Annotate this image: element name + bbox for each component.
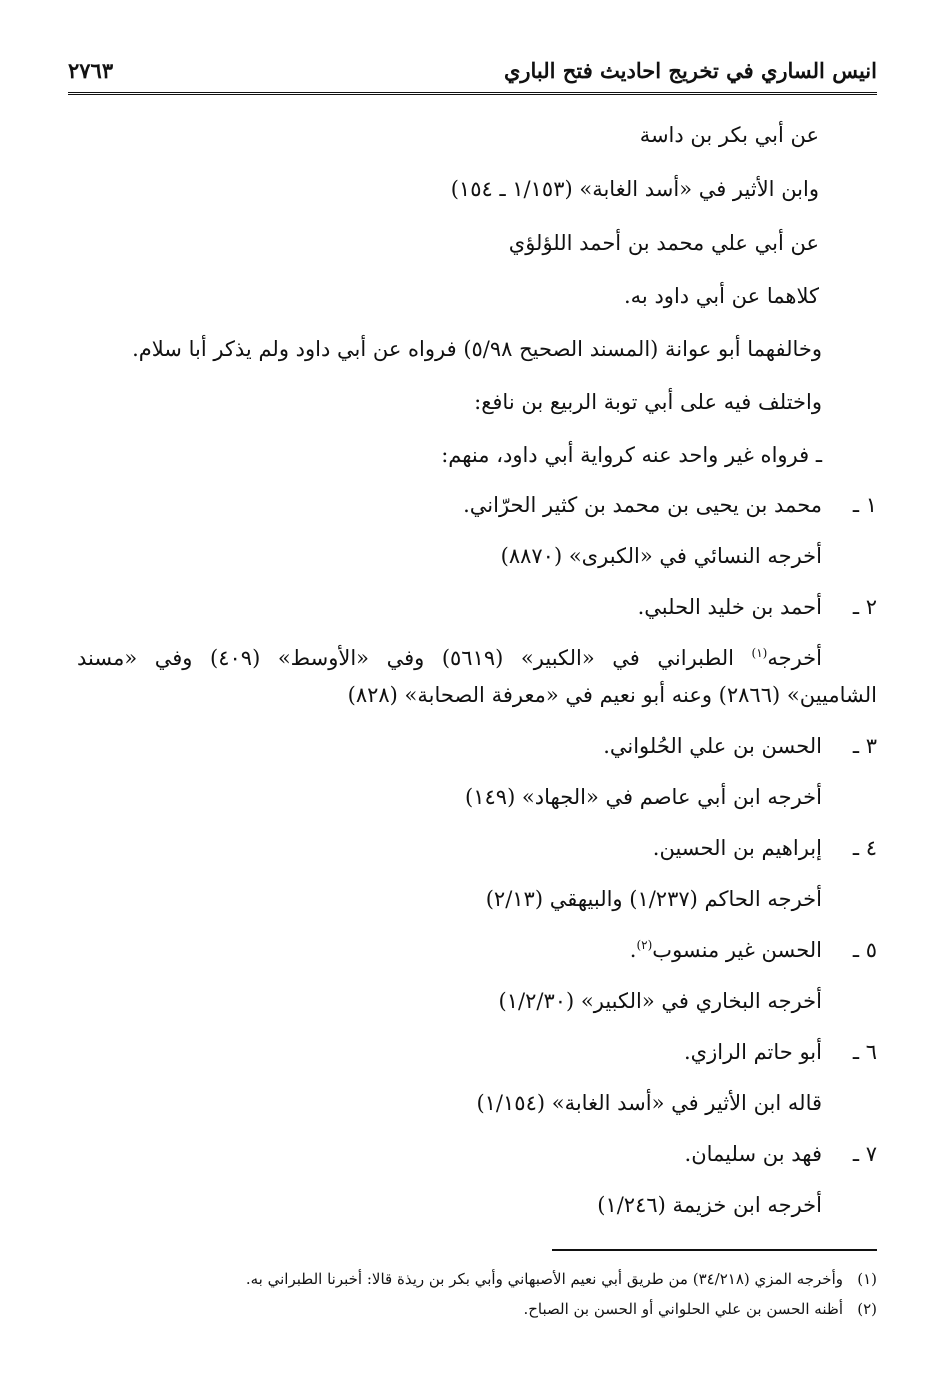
- narrator-name: محمد بن يحيى بن محمد بن كثير الحرّاني.: [463, 493, 822, 517]
- text-line: عن أبي بكر بن داسة: [639, 123, 819, 147]
- footnote-text: أظنه الحسن بن علي الحلواني أو الحسن بن الصباح.: [523, 1300, 843, 1318]
- footnote-text: وأخرجه المزي (٣٤/٢١٨) من طريق أبي نعيم الأصبهاني وأبي بكر بن ريذة قالا: أخبرنا الطبراني به.: [245, 1270, 843, 1288]
- narrator-name: فهد بن سليمان.: [684, 1142, 822, 1166]
- footnote-separator: [552, 1249, 877, 1251]
- narrator-name: الحسن غير منسوب$^{(٢)}$.: [629, 938, 822, 962]
- footnote-reference[interactable]: (١): [751, 646, 768, 660]
- item-number: ٦ ـ: [852, 1040, 877, 1064]
- footnote-number: (٢): [857, 1300, 877, 1318]
- source-citation-continued: الشاميين» (٢٨٦٦) وعنه أبو نعيم في «معرفة الصحابة» (٨٢٨): [347, 683, 877, 707]
- item-number: ١ ـ: [852, 493, 877, 517]
- text-line: ـ فرواه غير واحد عنه كرواية أبي داود، منهم:: [441, 443, 822, 467]
- text-line: وابن الأثير في «أسد الغابة» (١/١٥٣ ـ ١٥٤): [450, 177, 819, 201]
- footnote-number: (١): [857, 1270, 877, 1288]
- text-line: وخالفهما أبو عوانة (المسند الصحيح ٥/٩٨) فرواه عن أبي داود ولم يذكر أبا سلام.: [132, 337, 822, 361]
- page-number: ٢٧٦٣: [68, 58, 114, 83]
- item-number: ٧ ـ: [852, 1142, 877, 1166]
- source-citation: أخرجه الحاكم (١/٢٣٧) والبيهقي (٢/١٣): [485, 887, 822, 911]
- footnote: [68, 1267, 877, 1291]
- narrator-name: الحسن بن علي الحُلواني.: [603, 734, 822, 758]
- item-number: ٤ ـ: [852, 836, 877, 860]
- footnote-reference[interactable]: (٢): [636, 938, 653, 952]
- running-header: [68, 52, 877, 95]
- text-line: واختلف فيه على أبي توبة الربيع بن نافع:: [474, 390, 822, 414]
- narrator-name: إبراهيم بن الحسين.: [652, 836, 822, 860]
- narrator-name: أبو حاتم الرازي.: [684, 1040, 822, 1064]
- item-number: ٥ ـ: [852, 938, 877, 962]
- source-citation: قاله ابن الأثير في «أسد الغابة» (١/١٥٤): [476, 1091, 822, 1115]
- source-citation: أخرجه ابن أبي عاصم في «الجهاد» (١٤٩): [465, 785, 822, 809]
- book-title: انيس الساري في تخريج احاديث فتح الباري: [503, 58, 877, 83]
- item-number: ٣ ـ: [852, 734, 877, 758]
- footnote: [68, 1297, 877, 1321]
- text-line: كلاهما عن أبي داود به.: [624, 284, 819, 308]
- text-line: عن أبي علي محمد بن أحمد اللؤلؤي: [508, 231, 819, 255]
- narrator-name: أحمد بن خليد الحلبي.: [637, 595, 822, 619]
- source-citation: أخرجه ابن خزيمة (١/٢٤٦): [597, 1193, 822, 1217]
- item-number: ٢ ـ: [852, 595, 877, 619]
- source-citation: أخرجه النسائي في «الكبرى» (٨٨٧٠): [500, 544, 822, 568]
- source-citation: أخرجه البخاري في «الكبير» (١/٢/٣٠): [498, 989, 822, 1013]
- source-citation: أخرجه$^{(١)}$ الطبراني في «الكبير» (٥٦١٩) وفي «الأوسط» (٤٠٩) وفي «مسند: [77, 646, 823, 670]
